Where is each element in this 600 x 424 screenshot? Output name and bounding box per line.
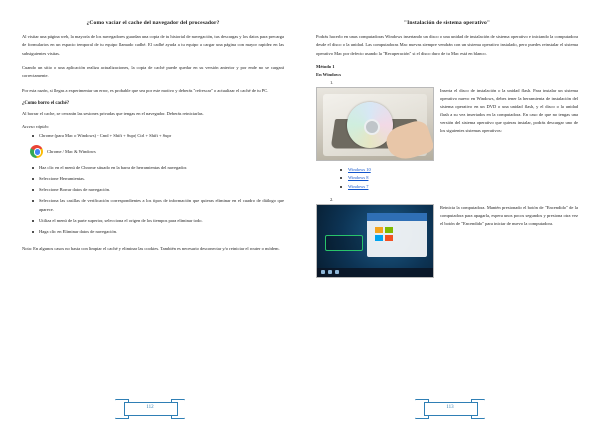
highlight-box [325, 235, 363, 251]
taskbar [317, 268, 433, 277]
cache-clear-paragraph: Al borrar el cache, se cerrarán las sesiones privadas que tengas en el navegador. Deberás reiniciarlas. [22, 110, 204, 116]
dialog-title-bar [367, 213, 427, 221]
list-item: Selecciona las casillas de verificación correspondientes a los tipos de información que quieras eliminar en el cuadro de diálogo que aparece. [34, 197, 284, 214]
chrome-logo-row [30, 145, 284, 158]
right-intro-paragraph: Podrás hacerlo en unas computadoras Windows insertando un disco o una unidad de instalación de sistema operativo e iniciando la computadora desde el disco o la unidad. Las computadoras Mac nuevas siempre vendrán con un sistema operativo instalado, pero puedes reinstalar el sistema operativo Mac por defecto usando la "Recuperación" si el disco duro de tu Mac está en blanco. [316, 34, 578, 56]
step-1-number: 1. [330, 79, 334, 85]
right-column [300, 0, 600, 424]
method-heading: Método 1 [316, 63, 335, 69]
windows-setup-screen-photo [316, 204, 434, 278]
left-intro-paragraph-3: Por esta razón, si llegas a experimentar un error, es probable que sea por este motivo y deberás "refrescar" o actualizar el caché de tu PC. [22, 87, 269, 93]
list-item [342, 174, 578, 183]
left-page-title: ¿Como vaciar el cache del navegador del procesador? [86, 20, 220, 26]
right-footer [300, 398, 600, 418]
page-number: 112 [146, 405, 154, 410]
taskbar-icon [328, 270, 332, 274]
shortcuts-label: Acceso rápido: [22, 124, 50, 130]
list-item: Haga clic en Eliminar datos de navegación. [34, 228, 284, 236]
left-intro-paragraph-1: Al visitar una página web, la mayoría de los navegadores guardan una copia de tu historial de navegación, tus descargas y los datos para precarga de formularios en un espacio temporal de tu equipo llamado cadhé. El cadhé ayuda a tu equipo a cargar una página con mayor rapidez en las subsiguientes visitas. [22, 34, 284, 56]
step-2-text: Reinicia la computadora. Mantén presionado el botón de "Encendido" de la computadora para apagarla, espera unos pocos segundos y presiona otra vez el botón de "Encendido" para iniciar de nuevo la computadora. [440, 204, 578, 226]
right-page-title: "Instalación de sistema operativo" [403, 20, 491, 26]
link-windows-8[interactable]: Windows 8 [348, 175, 369, 181]
step-2-number: 2. [330, 196, 334, 202]
cd-insert-laptop-photo [316, 87, 434, 161]
list-item: Utiliza el menú de la parte superior, selecciona el origen de los tiempos para eliminar todo. [34, 217, 284, 225]
left-note: Nota: En algunos casos no basta con limpiar el caché y eliminar las cookies. También es necesario desconectar y/o reiniciar el router o módem. [22, 245, 280, 251]
step-2 [316, 204, 578, 278]
list-item [342, 183, 578, 192]
step-1 [316, 87, 578, 161]
heading-como-borro-cache: ¿Como borro el caché? [22, 100, 70, 106]
windows-logo-icon [375, 227, 393, 241]
subsection-heading: En Windows [316, 71, 341, 77]
page-number: 113 [446, 405, 454, 410]
list-item [342, 166, 578, 175]
os-download-links [316, 166, 578, 192]
taskbar-icon [321, 270, 325, 274]
link-windows-7[interactable]: Windows 7 [348, 184, 369, 190]
setup-dialog [367, 213, 427, 257]
list-item: Seleccione Borrar datos de navegación. [34, 186, 284, 194]
list-item: Haz clic en el menú de Chrome situado en la barra de herramientas del navegador. [34, 164, 284, 172]
chrome-caption: Chrome / Mac & Windows [47, 148, 96, 154]
taskbar-icon [335, 270, 339, 274]
chrome-icon [30, 145, 43, 158]
page-number-ribbon [424, 398, 476, 418]
step-1-text: Inserta el disco de instalación o la unidad flash. Para instalar un sistema operativo nuevo en Windows, debes tener la herramienta de instalación del sistema operativo en un DVD o una unidad flash, y el disco o la unidad flash a su vez insertados en la computadora. En caso de que no tengas una versión del sistema operativo que quieras instalar, podrás descargar uno de los siguientes sistemas operativos: [440, 87, 578, 134]
list-item: Seleccione Herramientas. [34, 175, 284, 183]
page-number-ribbon [124, 398, 176, 418]
left-footer [0, 398, 300, 418]
chrome-steps-list [22, 164, 284, 237]
shortcuts-list [22, 132, 284, 140]
left-intro-paragraph-2: Cuando un sitio o una aplicación realiza actualizaciones, la copia de caché puede quedar en su versión anterior y por ende no se cargará correctamente. [22, 64, 284, 79]
list-item: Chrome (para Mac o Windows) - Cmd + Shift + Supr| Ctrl + Shift + Supr [34, 132, 284, 140]
link-windows-10[interactable]: Windows 10 [348, 166, 371, 172]
